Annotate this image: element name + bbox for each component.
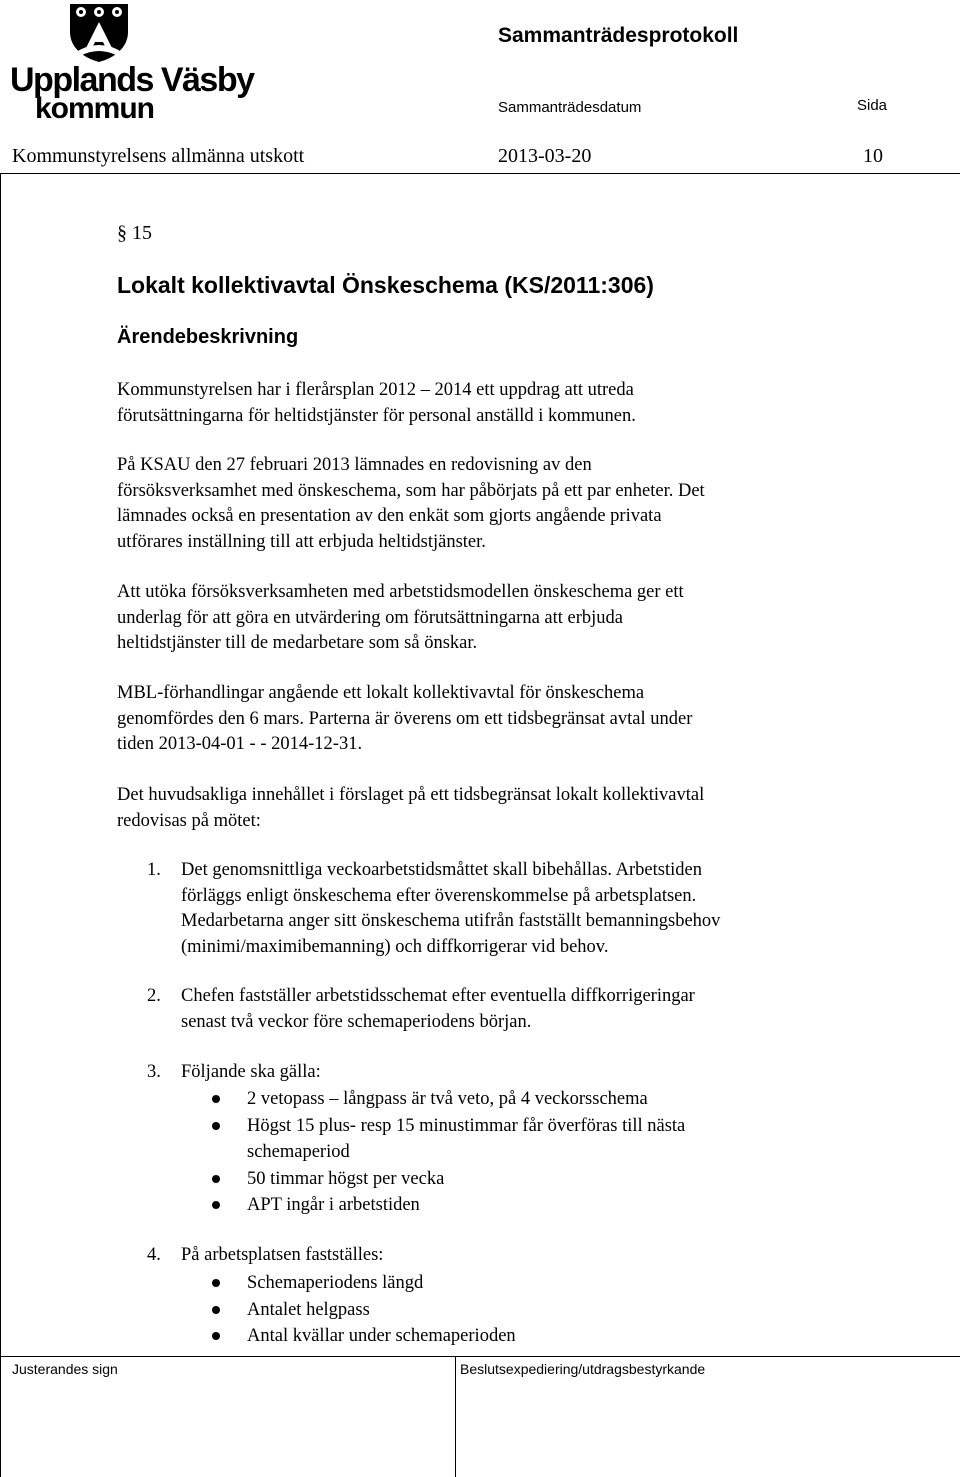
list-item-number: 2. (147, 986, 161, 1006)
paragraph (117, 681, 837, 758)
paragraph-line: försöksverksamhet med önskeschema, som har påbörjats på ett par enheter. Det (117, 480, 705, 501)
header-divider (0, 173, 960, 174)
frame-left-line (0, 173, 1, 1477)
paragraph-line: redovisas på mötet: (117, 810, 261, 831)
bullet-list (212, 1086, 685, 1219)
page-title: Lokalt kollektivavtal Önskeschema (KS/2011:306) (117, 272, 654, 298)
bullet-icon (212, 1332, 220, 1340)
paragraph-line: Kommunstyrelsen har i flerårsplan 2012 – 2014 ett uppdrag att utreda (117, 380, 634, 400)
paragraph-line: På KSAU den 27 februari 2013 lämnades en redovisning av den (117, 455, 592, 475)
paragraph-line: genomfördes den 6 mars. Parterna är överens om ett tidsbegränsat avtal under (117, 708, 693, 729)
meeting-date: 2013-03-20 (498, 145, 592, 167)
paragraph (117, 378, 837, 429)
paragraph-line: underlag för att göra en utvärdering om förutsättningarna att erbjuda (117, 607, 623, 628)
footer-divider (0, 1356, 960, 1357)
list-item-number: 4. (147, 1245, 161, 1265)
paragraph-line: utförares inställning till att erbjuda heltidstjänster. (117, 531, 486, 552)
bullet-icon (212, 1122, 220, 1130)
footer-separator (455, 1356, 456, 1477)
page-label: Sida (857, 97, 888, 114)
bullet-icon (212, 1306, 220, 1314)
paragraph-line: heltidstjänster till de medarbetare som så önskar. (117, 633, 478, 653)
bullet-item: Högst 15 plus- resp 15 minustimmar får överföras till nästa (212, 1113, 685, 1140)
paragraph-line: Att utöka försöksverksamheten med arbetstidsmodellen önskeschema ger ett (117, 582, 684, 602)
bullet-item: Antalet helgpass (212, 1297, 516, 1324)
list-item-line: Det genomsnittliga veckoarbetstidsmåttet skall bibehållas. Arbetstiden (181, 860, 702, 880)
list-item-line: (minimi/maximibemanning) och diffkorrigerar vid behov. (181, 936, 609, 957)
paragraph-line: Det huvudsakliga innehållet i förslaget på ett tidsbegränsat lokalt kollektivavtal (117, 785, 705, 805)
bullet-icon (212, 1201, 220, 1209)
list-item-line: senast två veckor före schemaperiodens början. (181, 1011, 532, 1032)
bullet-item: Schemaperiodens längd (212, 1270, 516, 1297)
list-item-line: Medarbetarna anger sitt önskeschema utifrån fastställt bemanningsbehov (181, 911, 721, 931)
list-item-line: Chefen fastställer arbetstidsschemat efter eventuella diffkorrigeringar (181, 986, 695, 1006)
extract-certification-label: Beslutsexpediering/utdragsbestyrkande (460, 1361, 706, 1377)
bullet-item: Antal kvällar under schemaperioden (212, 1323, 516, 1350)
list-item-line: förläggs enligt önskeschema efter överenskommelse på arbetsplatsen. (181, 885, 697, 906)
document-type: Sammanträdesprotokoll (498, 24, 739, 47)
subheading: Ärendebeskrivning (117, 326, 299, 348)
paragraph-line: förutsättningarna för heltidstjänster för personal anställd i kommunen. (117, 405, 636, 426)
bullet-list (212, 1270, 516, 1350)
bullet-icon (212, 1095, 220, 1103)
bullet-item: 50 timmar högst per vecka (212, 1166, 685, 1193)
list-item-line: På arbetsplatsen fastställes: (181, 1245, 384, 1265)
paragraph-line: MBL-förhandlingar angående ett lokalt kollektivavtal för önskeschema (117, 683, 645, 703)
paragraph (117, 453, 837, 555)
meeting-date-label: Sammanträdesdatum (498, 99, 642, 116)
coat-of-arms-icon (68, 2, 130, 64)
bullet-icon (212, 1279, 220, 1287)
committee-name: Kommunstyrelsens allmänna utskott (12, 145, 305, 167)
paragraph (117, 580, 837, 657)
logo-wordmark-line1: Upplands Väsby (10, 61, 254, 99)
bullet-item: 2 vetopass – långpass är två veto, på 4 veckorsschema (212, 1086, 685, 1113)
list-item-number: 1. (147, 860, 161, 880)
bullet-icon (212, 1175, 220, 1183)
paragraph-line: lämnades också en presentation av den enkät som gjorts angående privata (117, 506, 662, 526)
paragraph-line: tiden 2013-04-01 - - 2014-12-31. (117, 734, 363, 754)
section-number: § 15 (117, 222, 152, 244)
signature-label: Justerandes sign (12, 1361, 118, 1377)
bullet-item-continuation: schemaperiod (247, 1142, 350, 1162)
municipality-logo (10, 2, 254, 125)
list-item-line: Följande ska gälla: (181, 1062, 321, 1082)
bullet-item: APT ingår i arbetstiden (212, 1192, 685, 1219)
paragraph (117, 783, 837, 834)
page-number: 10 (863, 145, 883, 167)
list-item-number: 3. (147, 1062, 161, 1082)
logo-wordmark-line2: kommun (35, 92, 155, 125)
